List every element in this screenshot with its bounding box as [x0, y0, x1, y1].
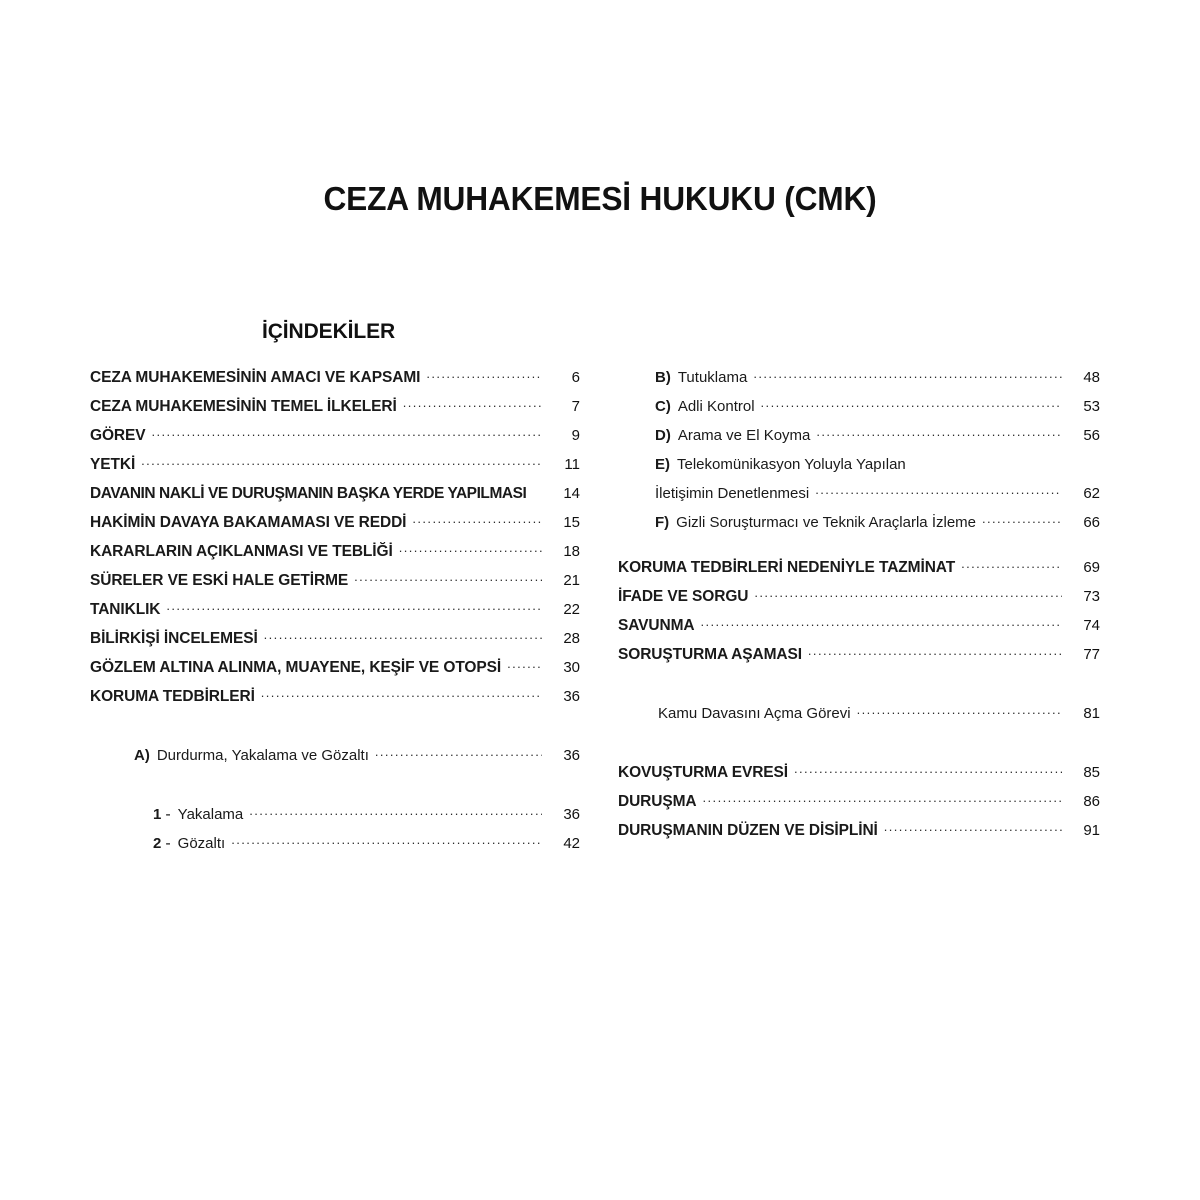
- toc-page-number: 22: [563, 601, 580, 618]
- toc-dot-leader: [961, 556, 1062, 572]
- toc-entry[interactable]: [90, 366, 580, 395]
- toc-entry[interactable]: [90, 395, 580, 424]
- toc-dot-leader: [141, 453, 542, 469]
- toc-entry-label: Tutuklama: [677, 369, 748, 386]
- toc-page-number: 30: [563, 659, 580, 676]
- toc-page-number: 74: [1083, 617, 1100, 634]
- toc-dot-leader: [857, 702, 1062, 718]
- toc-spacer: [618, 731, 1100, 761]
- toc-page-number: 85: [1083, 764, 1100, 781]
- toc-entry-label: SAVUNMA: [618, 617, 695, 634]
- toc-dot-leader: [532, 482, 542, 498]
- toc-entry-label: Gözaltı: [177, 835, 226, 852]
- toc-entry-marker: C): [655, 398, 671, 415]
- toc-entry-marker: B): [655, 369, 671, 386]
- toc-entry-label: YETKİ: [90, 456, 136, 473]
- toc-entry-label: KOVUŞTURMA EVRESİ: [618, 764, 788, 781]
- toc-dot-leader: [264, 627, 542, 643]
- toc-entry[interactable]: [90, 482, 580, 511]
- toc-page-number: 66: [1083, 514, 1100, 531]
- toc-entry-label: Gizli Soruşturmacı ve Teknik Araçlarla İzleme: [676, 514, 976, 531]
- toc-page-number: 53: [1083, 398, 1100, 415]
- toc-entry[interactable]: [90, 832, 580, 861]
- toc-dot-leader: [426, 366, 542, 382]
- toc-entry-label: KORUMA TEDBİRLERİ NEDENİYLE TAZMİNAT: [618, 559, 956, 576]
- toc-dot-leader: [912, 453, 1062, 469]
- toc-entry[interactable]: [618, 453, 1100, 482]
- toc-entry-dash: -: [165, 835, 171, 852]
- toc-entry-label: Arama ve El Koyma: [677, 427, 811, 444]
- toc-page-number: 14: [563, 485, 580, 502]
- toc-entry-label: İletişimin Denetlenmesi: [655, 485, 810, 502]
- toc-entry-label: HAKİMİN DAVAYA BAKAMAMASI VE REDDİ: [90, 514, 407, 531]
- toc-entry-marker: E): [655, 456, 670, 473]
- toc-entry-label: CEZA MUHAKEMESİNİN TEMEL İLKELERİ: [90, 398, 397, 415]
- toc-entry[interactable]: [618, 702, 1100, 731]
- toc-page-number: 77: [1083, 646, 1100, 663]
- toc-dot-leader: [815, 482, 1062, 498]
- toc-dot-leader: [375, 744, 542, 760]
- toc-entry[interactable]: [618, 556, 1100, 585]
- toc-entry[interactable]: [90, 627, 580, 656]
- toc-entry[interactable]: [618, 585, 1100, 614]
- toc-entry-label: Yakalama: [177, 806, 244, 823]
- toc-page-number: 15: [563, 514, 580, 531]
- toc-dot-leader: [507, 656, 542, 672]
- toc-page-number: 48: [1083, 369, 1100, 386]
- toc-page-number: 69: [1083, 559, 1100, 576]
- toc-entry-marker: D): [655, 427, 671, 444]
- toc-column-right: [618, 366, 1100, 848]
- toc-entry[interactable]: [618, 511, 1100, 540]
- toc-page-number: 36: [563, 688, 580, 705]
- toc-entry[interactable]: [90, 744, 580, 773]
- toc-entry[interactable]: [90, 685, 580, 714]
- toc-entry-marker: F): [655, 514, 670, 531]
- toc-dot-leader: [249, 803, 542, 819]
- toc-dot-leader: [166, 598, 542, 614]
- toc-column-left: [90, 366, 580, 861]
- toc-entry[interactable]: [618, 482, 1100, 511]
- toc-page-number: 62: [1083, 485, 1100, 502]
- toc-dot-leader: [412, 511, 542, 527]
- page-title: CEZA MUHAKEMESİ HUKUKU (CMK): [323, 180, 877, 218]
- toc-heading: İÇİNDEKİLER: [262, 320, 396, 344]
- toc-dot-leader: [808, 643, 1062, 659]
- toc-dot-leader: [703, 790, 1062, 806]
- toc-dot-leader: [753, 366, 1062, 382]
- toc-dot-leader: [399, 540, 542, 556]
- toc-entry[interactable]: [618, 614, 1100, 643]
- toc-dot-leader: [403, 395, 542, 411]
- toc-entry-label: GÖREV: [90, 427, 146, 444]
- toc-entry[interactable]: [90, 803, 580, 832]
- toc-entry-dash: -: [165, 806, 171, 823]
- toc-page-number: 91: [1083, 822, 1100, 839]
- toc-page-number: 21: [563, 572, 580, 589]
- toc-page-number: 36: [563, 747, 580, 764]
- toc-page-number: 56: [1083, 427, 1100, 444]
- toc-entry[interactable]: [90, 656, 580, 685]
- toc-page-number: 36: [563, 806, 580, 823]
- toc-dot-leader: [151, 424, 542, 440]
- toc-entry[interactable]: [90, 569, 580, 598]
- toc-entry[interactable]: [618, 643, 1100, 672]
- toc-dot-leader: [816, 424, 1062, 440]
- toc-entry-label: Adli Kontrol: [677, 398, 755, 415]
- toc-page-number: 9: [571, 427, 580, 444]
- toc-page-number: 42: [563, 835, 580, 852]
- toc-entry[interactable]: [618, 395, 1100, 424]
- toc-entry-label: KARARLARIN AÇIKLANMASI VE TEBLİĞİ: [90, 543, 393, 560]
- toc-page-number: 81: [1083, 705, 1100, 722]
- toc-entry-label: BİLİRKİŞİ İNCELEMESİ: [90, 630, 258, 647]
- toc-entry-label: DAVANIN NAKLİ VE DURUŞMANIN BAŞKA YERDE YAPILMASI: [90, 485, 527, 502]
- toc-entry[interactable]: [618, 366, 1100, 395]
- toc-dot-leader: [261, 685, 542, 701]
- toc-spacer: [90, 773, 580, 803]
- toc-entry-label: TANIKLIK: [90, 601, 161, 618]
- toc-dot-leader: [761, 395, 1062, 411]
- toc-entry[interactable]: [618, 761, 1100, 790]
- toc-dot-leader: [884, 819, 1062, 835]
- toc-entry-label: SORUŞTURMA AŞAMASI: [618, 646, 802, 663]
- toc-entry-label: SÜRELER VE ESKİ HALE GETİRME: [90, 572, 349, 589]
- toc-page-number: 28: [563, 630, 580, 647]
- toc-entry[interactable]: [90, 540, 580, 569]
- toc-dot-leader: [794, 761, 1062, 777]
- toc-entry-marker: 2: [153, 835, 162, 852]
- toc-dot-leader: [231, 832, 542, 848]
- toc-dot-leader: [701, 614, 1062, 630]
- toc-entry[interactable]: [618, 424, 1100, 453]
- toc-page-number: 73: [1083, 588, 1100, 605]
- toc-entry-label: CEZA MUHAKEMESİNİN AMACI VE KAPSAMI: [90, 369, 421, 386]
- toc-entry[interactable]: [90, 424, 580, 453]
- toc-dot-leader: [354, 569, 542, 585]
- toc-entry-label: DURUŞMA: [618, 793, 697, 810]
- toc-spacer: [618, 672, 1100, 702]
- toc-entry-label: İFADE VE SORGU: [618, 588, 749, 605]
- toc-entry[interactable]: [90, 598, 580, 627]
- toc-entry-label: GÖZLEM ALTINA ALINMA, MUAYENE, KEŞİF VE OTOPSİ: [90, 659, 502, 676]
- toc-entry-label: DURUŞMANIN DÜZEN VE DİSİPLİNİ: [618, 822, 878, 839]
- toc-page-number: 86: [1083, 793, 1100, 810]
- toc-dot-leader: [754, 585, 1062, 601]
- toc-entry-marker: 1: [153, 806, 162, 823]
- toc-entry[interactable]: [618, 819, 1100, 848]
- toc-spacer: [618, 540, 1100, 556]
- toc-entry[interactable]: [90, 453, 580, 482]
- toc-entry-label: Kamu Davasını Açma Görevi: [658, 705, 851, 722]
- toc-page-number: 11: [564, 456, 580, 473]
- toc-spacer: [90, 714, 580, 744]
- toc-page-number: 18: [563, 543, 580, 560]
- toc-entry[interactable]: [90, 511, 580, 540]
- toc-entry-label: Durdurma, Yakalama ve Gözaltı: [156, 747, 369, 764]
- toc-entry[interactable]: [618, 790, 1100, 819]
- toc-dot-leader: [982, 511, 1062, 527]
- toc-entry-label: Telekomünikasyon Yoluyla Yapılan: [677, 456, 906, 473]
- toc-entry-label: KORUMA TEDBİRLERİ: [90, 688, 255, 705]
- toc-page-number: 6: [571, 369, 580, 386]
- toc-page-number: 7: [571, 398, 580, 415]
- toc-entry-marker: A): [134, 747, 150, 764]
